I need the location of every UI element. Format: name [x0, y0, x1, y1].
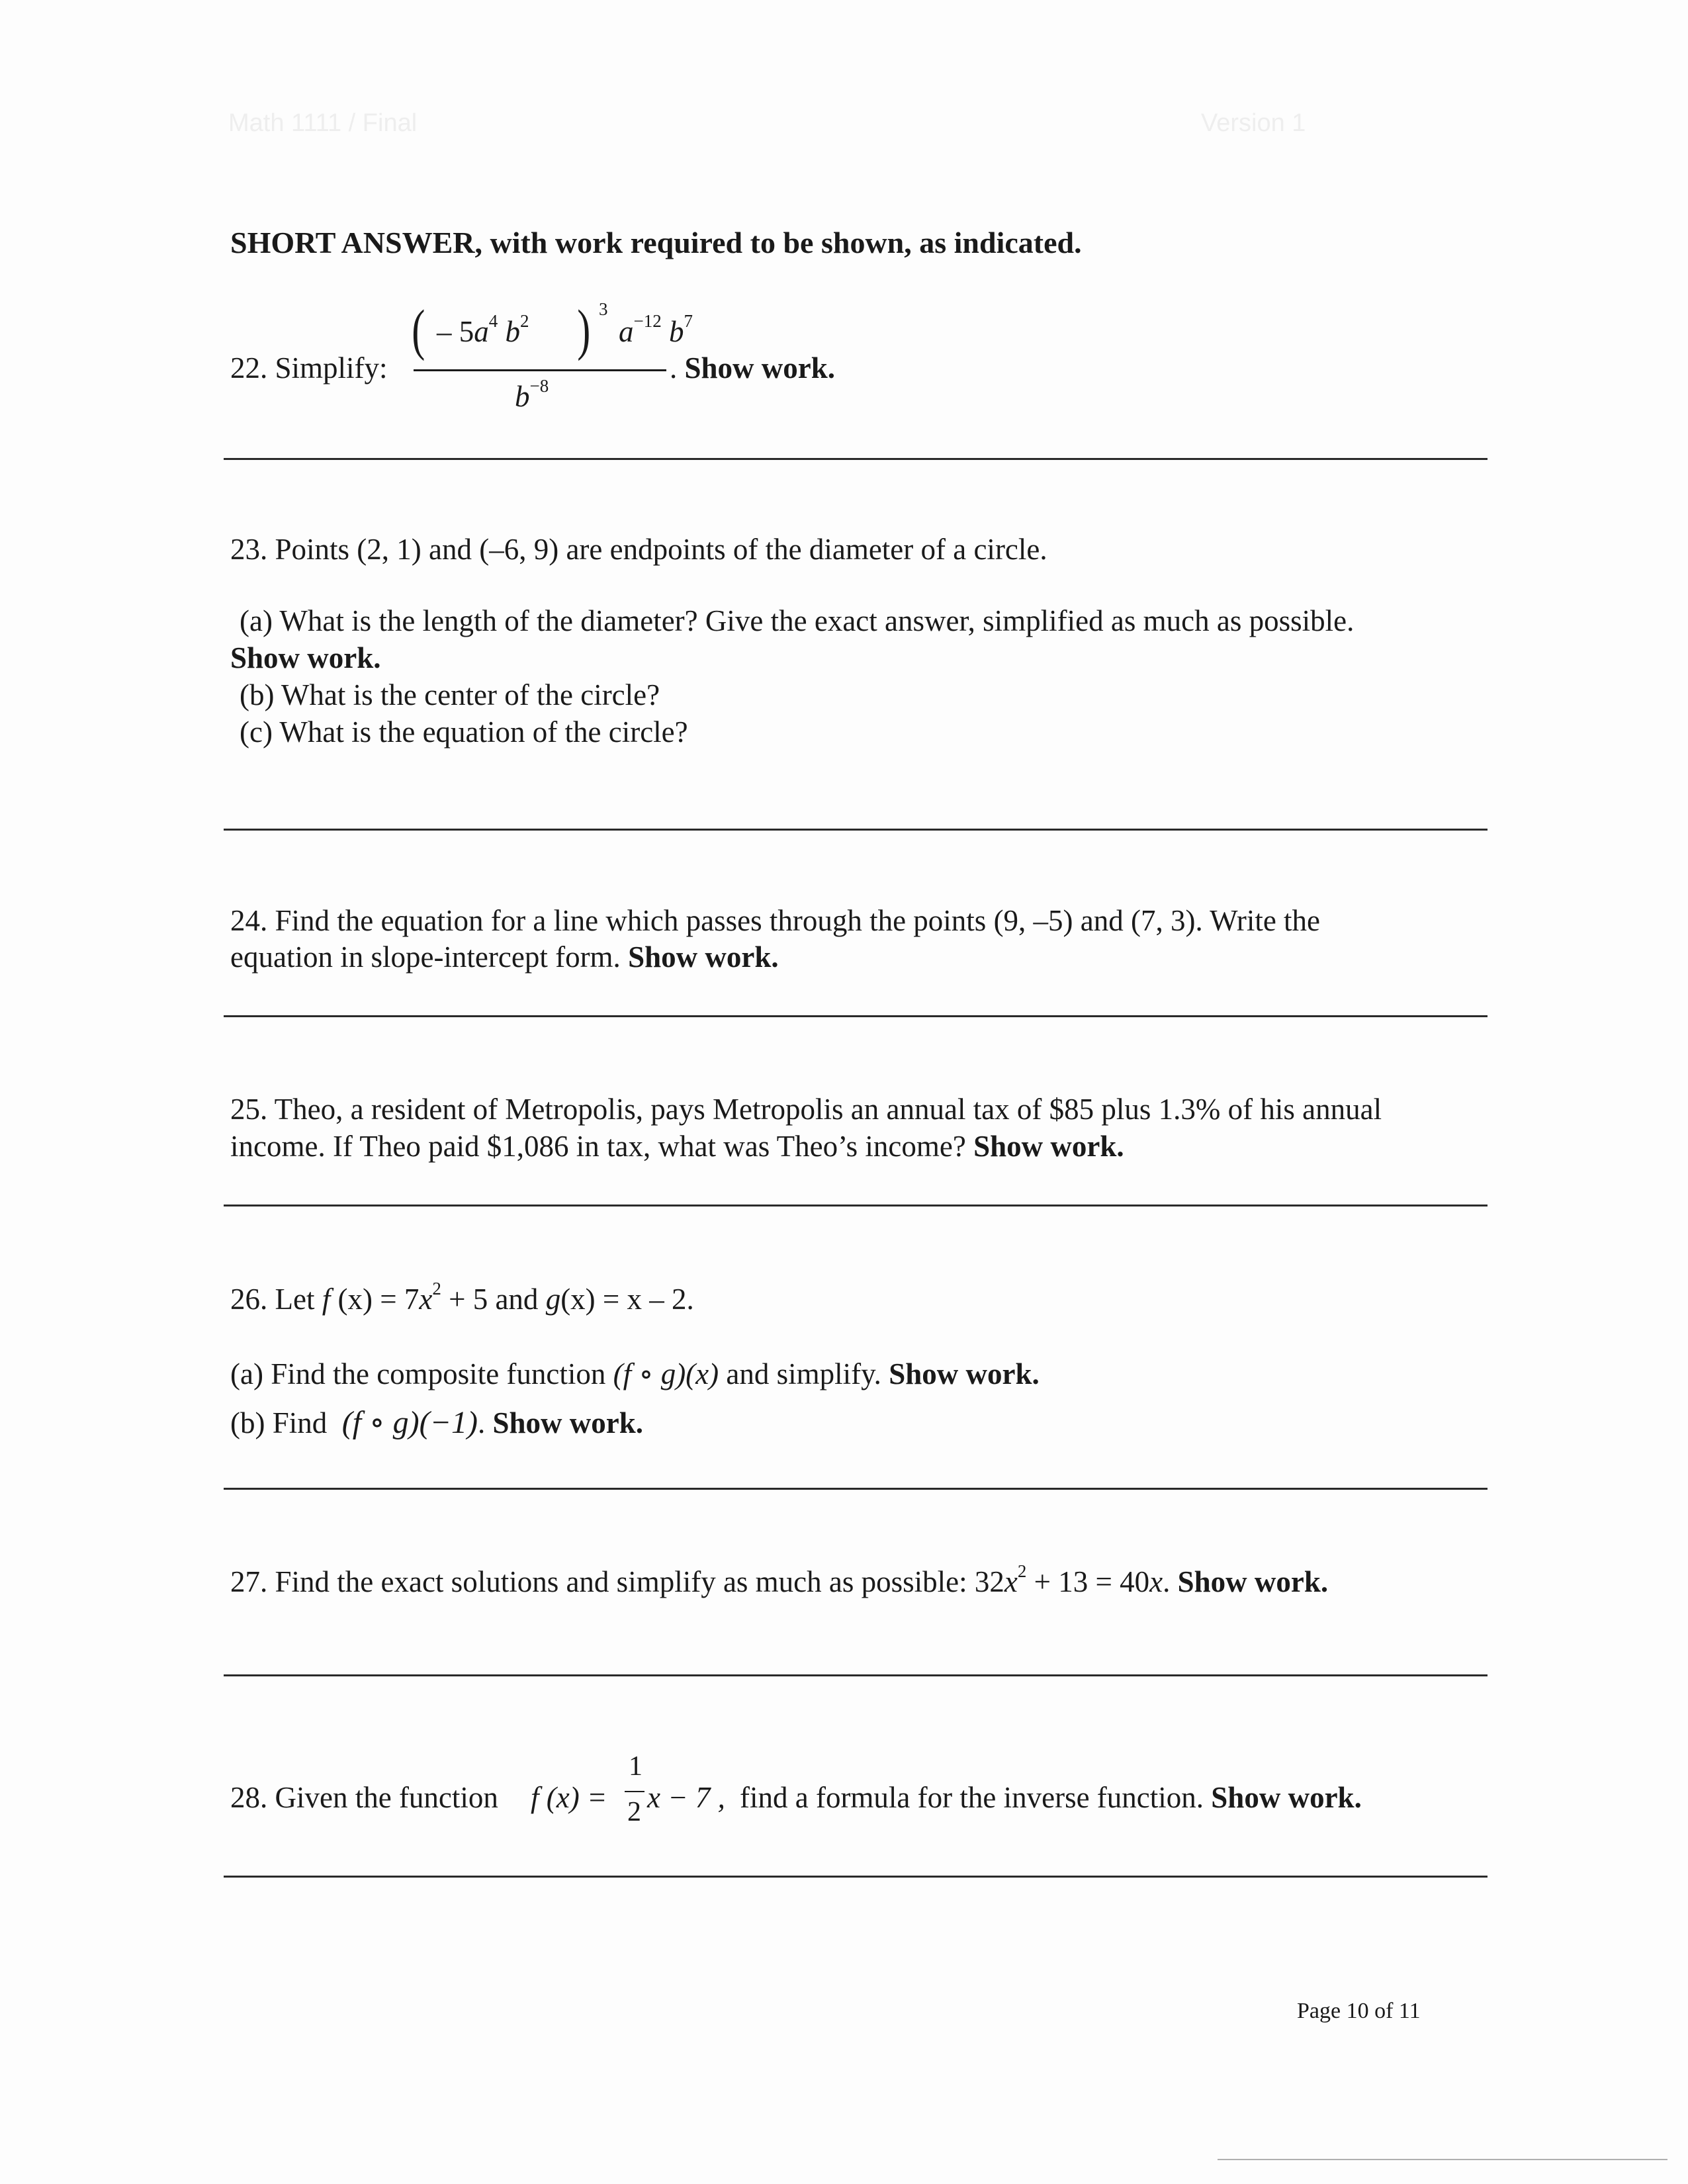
q26-lead: 26. Let [230, 1283, 315, 1316]
q26-plus5: + 5 and [441, 1283, 546, 1316]
q28-tail: find a formula for the inverse function. [740, 1781, 1204, 1814]
section-title: SHORT ANSWER, with work required to be shown, as indicated. [230, 226, 1082, 259]
q25-line2: income. If Theo paid $1,086 in tax, what was Theo’s income? [230, 1130, 966, 1163]
q23-stem: 23. Points (2, 1) and (–6, 9) are endpoints of the diameter of a circle. [230, 533, 1047, 566]
q22-show-work: Show work. [684, 351, 836, 385]
q25-line2-wrap [230, 1128, 1124, 1165]
q27-x2: x [1149, 1565, 1163, 1598]
q25-line1: 25. Theo, a resident of Metropolis, pays Metropolis an annual tax of $85 plus 1.3% of his annual [230, 1093, 1382, 1126]
q26-part-b-show: Show work. [492, 1406, 644, 1439]
q28-tail-wrap [740, 1780, 1362, 1815]
q22-a-exp: 4 [488, 311, 498, 331]
q22-a2: a [619, 315, 634, 348]
q26-exp2: 2 [432, 1279, 441, 1298]
q23-part-a-show-wrap [230, 639, 381, 676]
q26-x: x [419, 1283, 433, 1316]
q26-gx-rest: (x) = x – 2. [560, 1283, 694, 1316]
q22-outer-exp: 3 [599, 299, 608, 319]
q26-part-b-lead: (b) Find [230, 1406, 328, 1439]
q25-show-work: Show work. [973, 1130, 1124, 1163]
q28-show-work: Show work. [1211, 1781, 1362, 1814]
q23-part-c: (c) What is the equation of the circle? [240, 715, 688, 749]
q28-fx: f (x) = [531, 1781, 607, 1814]
q24-line2: equation in slope-intercept form. [230, 940, 621, 974]
q22-den-b: b [515, 380, 530, 413]
q26-part-a-tail: and simplify. [726, 1357, 881, 1390]
q26-part-a-show: Show work. [889, 1357, 1040, 1390]
q26-part-b-tail: . [477, 1406, 486, 1439]
q22-a2-exp: −12 [633, 311, 662, 331]
q22-coef: – 5 [437, 315, 474, 348]
footer-rule [1218, 2159, 1667, 2160]
q22-b2: b [668, 315, 684, 348]
q26-part-a-lead: (a) Find the composite function [230, 1357, 606, 1390]
q27-lead: 27. Find the exact solutions and simplify as much as possible: 32 [230, 1565, 1004, 1598]
q26-fx-rest: (x) = 7 [330, 1283, 420, 1316]
q22-den-exp: −8 [529, 376, 549, 396]
q27-stem [230, 1563, 1328, 1600]
answer-rule-27 [224, 1674, 1488, 1676]
q22-b-exp: 2 [520, 311, 529, 331]
q22-left-paren: ( [412, 298, 425, 361]
page-number: Page 10 of 11 [1297, 1999, 1421, 2023]
q26-part-a [230, 1355, 1040, 1392]
q26-f: f [322, 1283, 331, 1316]
q24-show-work: Show work. [628, 940, 779, 974]
answer-rule-26 [224, 1488, 1488, 1490]
q22-b: b [505, 315, 520, 348]
q26-part-b [230, 1404, 643, 1441]
q22-numerator-tail [619, 311, 693, 349]
q28-frac-den: 2 [627, 1797, 641, 1827]
q24-line2-wrap [230, 938, 779, 976]
q28-lead: 28. Given the function [230, 1781, 498, 1814]
faded-header-left: Math 1111 / Final [228, 109, 418, 137]
faded-header-right: Version 1 [1201, 109, 1306, 137]
q28-frac-num: 1 [629, 1751, 643, 1782]
q22-lead: 22. Simplify: [230, 351, 388, 385]
answer-rule-24 [224, 1015, 1488, 1017]
q23-part-b: (b) What is the center of the circle? [240, 678, 660, 711]
q22-fraction-bar [414, 369, 666, 371]
q27-rest: + 13 = 40 [1026, 1565, 1150, 1598]
answer-rule-23 [224, 829, 1488, 831]
q26-part-a-func: (f ∘ g)(x) [613, 1357, 719, 1390]
q26-part-b-func: (f ∘ g)(−1) [341, 1405, 478, 1440]
q27-x: x [1004, 1565, 1018, 1598]
q23-part-a: (a) What is the length of the diameter? Give the exact answer, simplified as much as possible. [240, 604, 1355, 637]
answer-rule-22 [224, 458, 1488, 460]
answer-rule-28 [224, 1876, 1488, 1878]
q26-g: g [545, 1283, 561, 1316]
q22-denominator [515, 376, 549, 414]
q22-tail [670, 351, 835, 385]
q28-after: x − 7 , [647, 1781, 725, 1814]
q28-fraction-bar [625, 1791, 644, 1792]
q26-stem [230, 1281, 694, 1318]
q23-part-a-show: Show work. [230, 641, 381, 674]
q27-period: . [1163, 1565, 1171, 1598]
q22-right-paren: ) [577, 298, 591, 361]
q24-line1: 24. Find the equation for a line which passes through the points (9, –5) and (7, 3). Write the [230, 904, 1321, 937]
q27-show-work: Show work. [1177, 1565, 1329, 1598]
answer-rule-25 [224, 1205, 1488, 1206]
q22-numerator-inner [437, 311, 529, 349]
q22-tail-punct: . [670, 351, 678, 385]
q22-a: a [474, 315, 489, 348]
q27-exp2: 2 [1017, 1561, 1027, 1581]
q22-b2-exp: 7 [684, 311, 693, 331]
